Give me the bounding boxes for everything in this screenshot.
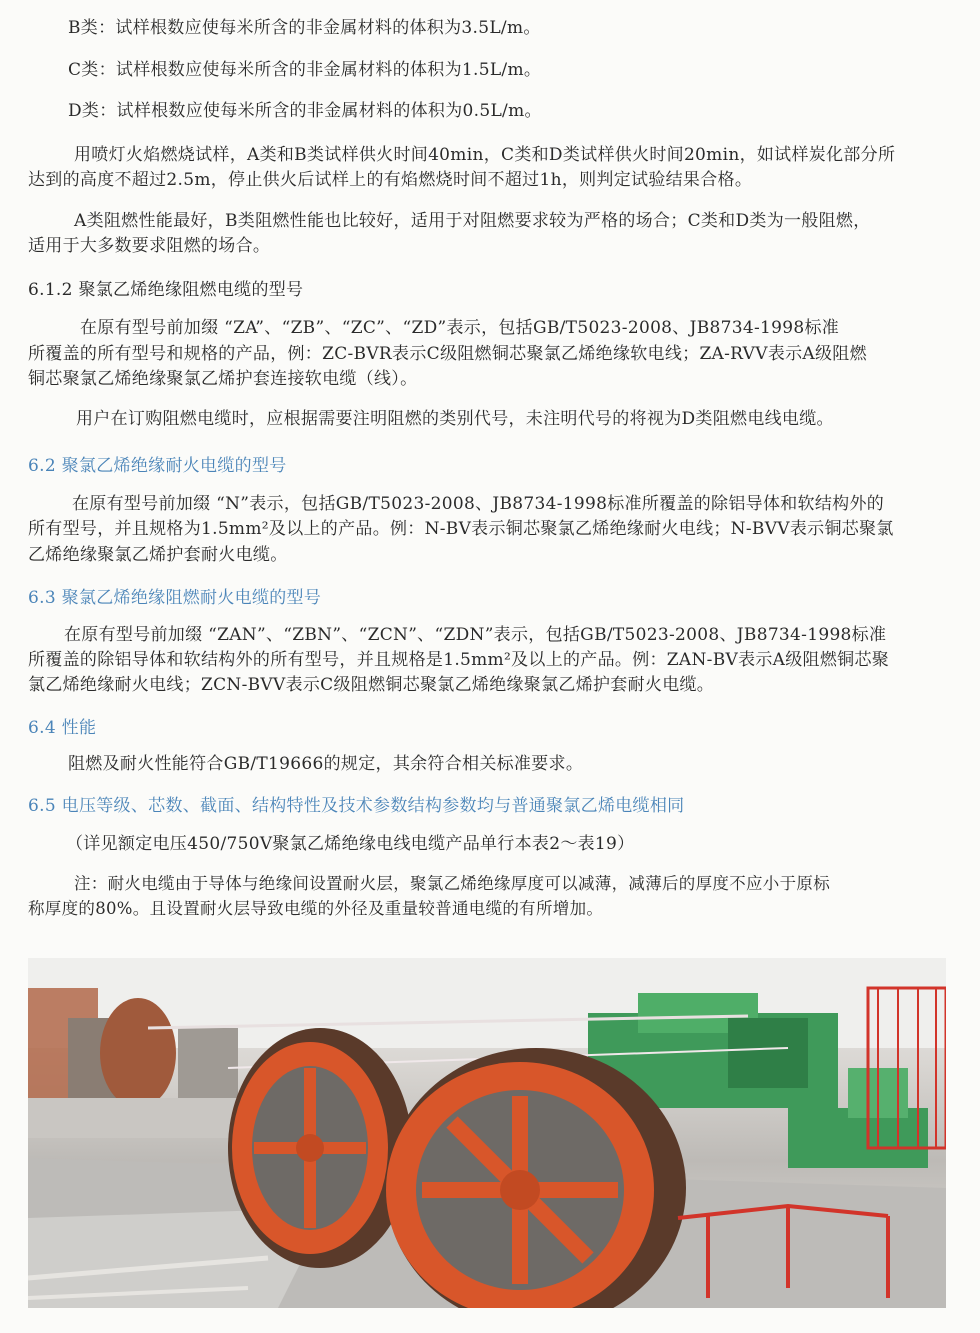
c-class-line: C类：试样根数应使每米所含的非金属材料的体积为1.5L/m。: [68, 60, 542, 80]
note-line-2: 称厚度的80%。且设置耐火层导致电缆的外径及重量较普通电缆的有所增加。: [28, 899, 604, 918]
section-6-2-heading: 6.2 聚氯乙烯绝缘耐火电缆的型号: [28, 456, 287, 476]
section-6-2-line-1: 在原有型号前加缀 “N”表示，包括GB/T5023-2008、JB8734-1998标准所覆盖的除铝导体和软结构外的: [72, 494, 885, 514]
burn-test-line-1: 用喷灯火焰燃烧试样，A类和B类试样供火时间40min，C类和D类试样供火时间20min，如试样炭化部分所: [74, 145, 896, 165]
section-6-3-line-3: 氯乙烯绝缘耐火电线；ZCN-BVV表示C级阻燃铜芯聚氯乙烯绝缘聚氯乙烯护套耐火电缆。: [28, 675, 715, 695]
section-6-3-line-2: 所覆盖的除铝导体和软结构外的所有型号，并且规格是1.5mm²及以上的产品。例：ZAN-BV表示A级阻燃铜芯聚: [28, 650, 890, 670]
section-6-2-line-3: 乙烯绝缘聚氯乙烯护套耐火电缆。: [28, 545, 288, 565]
performance-line-2: 适用于大多数要求阻燃的场合。: [28, 236, 271, 256]
burn-test-line-2: 达到的高度不超过2.5m，停止供火后试样上的有焰燃烧时间不超过1h，则判定试验结果合格。: [28, 170, 753, 190]
factory-photo: [28, 958, 946, 1308]
section-6-3-heading: 6.3 聚氯乙烯绝缘阻燃耐火电缆的型号: [28, 588, 322, 608]
section-6-1-2-line-3: 铜芯聚氯乙烯绝缘聚氯乙烯护套连接软电缆（线）。: [28, 369, 418, 389]
section-6-1-2-line-1: 在原有型号前加缀 “ZA”、“ZB”、“ZC”、“ZD”表示，包括GB/T5023-2008、JB8734-1998标准: [80, 318, 840, 338]
section-6-3-line-1: 在原有型号前加缀 “ZAN”、“ZBN”、“ZCN”、“ZDN”表示，包括GB/T5023-2008、JB8734-1998标准: [64, 625, 887, 645]
section-6-5-line-1: （详见额定电压450/750V聚氯乙烯绝缘电线电缆产品单行本表2～表19）: [66, 834, 635, 854]
section-6-1-2-heading: 6.1.2 聚氯乙烯绝缘阻燃电缆的型号: [28, 280, 304, 300]
section-6-2-line-2: 所有型号，并且规格为1.5mm²及以上的产品。例：N-BV表示铜芯聚氯乙烯绝缘耐火电线；N-BVV表示铜芯聚氯: [28, 519, 894, 539]
section-6-1-2-line-4: 用户在订购阻燃电缆时，应根据需要注明阻燃的类别代号，未注明代号的将视为D类阻燃电线电缆。: [76, 409, 834, 429]
section-6-1-2-line-2: 所覆盖的所有型号和规格的产品，例：ZC-BVR表示C级阻燃铜芯聚氯乙烯绝缘软电线；ZA-RVV表示A级阻燃: [28, 344, 867, 364]
section-6-4-line-1: 阻燃及耐火性能符合GB/T19666的规定，其余符合相关标准要求。: [68, 754, 584, 774]
section-6-4-heading: 6.4 性能: [28, 718, 97, 738]
b-class-line: B类：试样根数应使每米所含的非金属材料的体积为3.5L/m。: [68, 18, 541, 38]
performance-line-1: A类阻燃性能最好，B类阻燃性能也比较好，适用于对阻燃要求较为严格的场合；C类和D类为一般阻燃，: [74, 211, 871, 231]
section-6-5-heading: 6.5 电压等级、芯数、截面、结构特性及技术参数结构参数均与普通聚氯乙烯电缆相同: [28, 796, 685, 816]
d-class-line: D类：试样根数应使每米所含的非金属材料的体积为0.5L/m。: [68, 101, 542, 121]
note-line-1: 注：耐火电缆由于导体与绝缘间设置耐火层，聚氯乙烯绝缘厚度可以减薄，减薄后的厚度不应小于原标: [74, 874, 830, 893]
